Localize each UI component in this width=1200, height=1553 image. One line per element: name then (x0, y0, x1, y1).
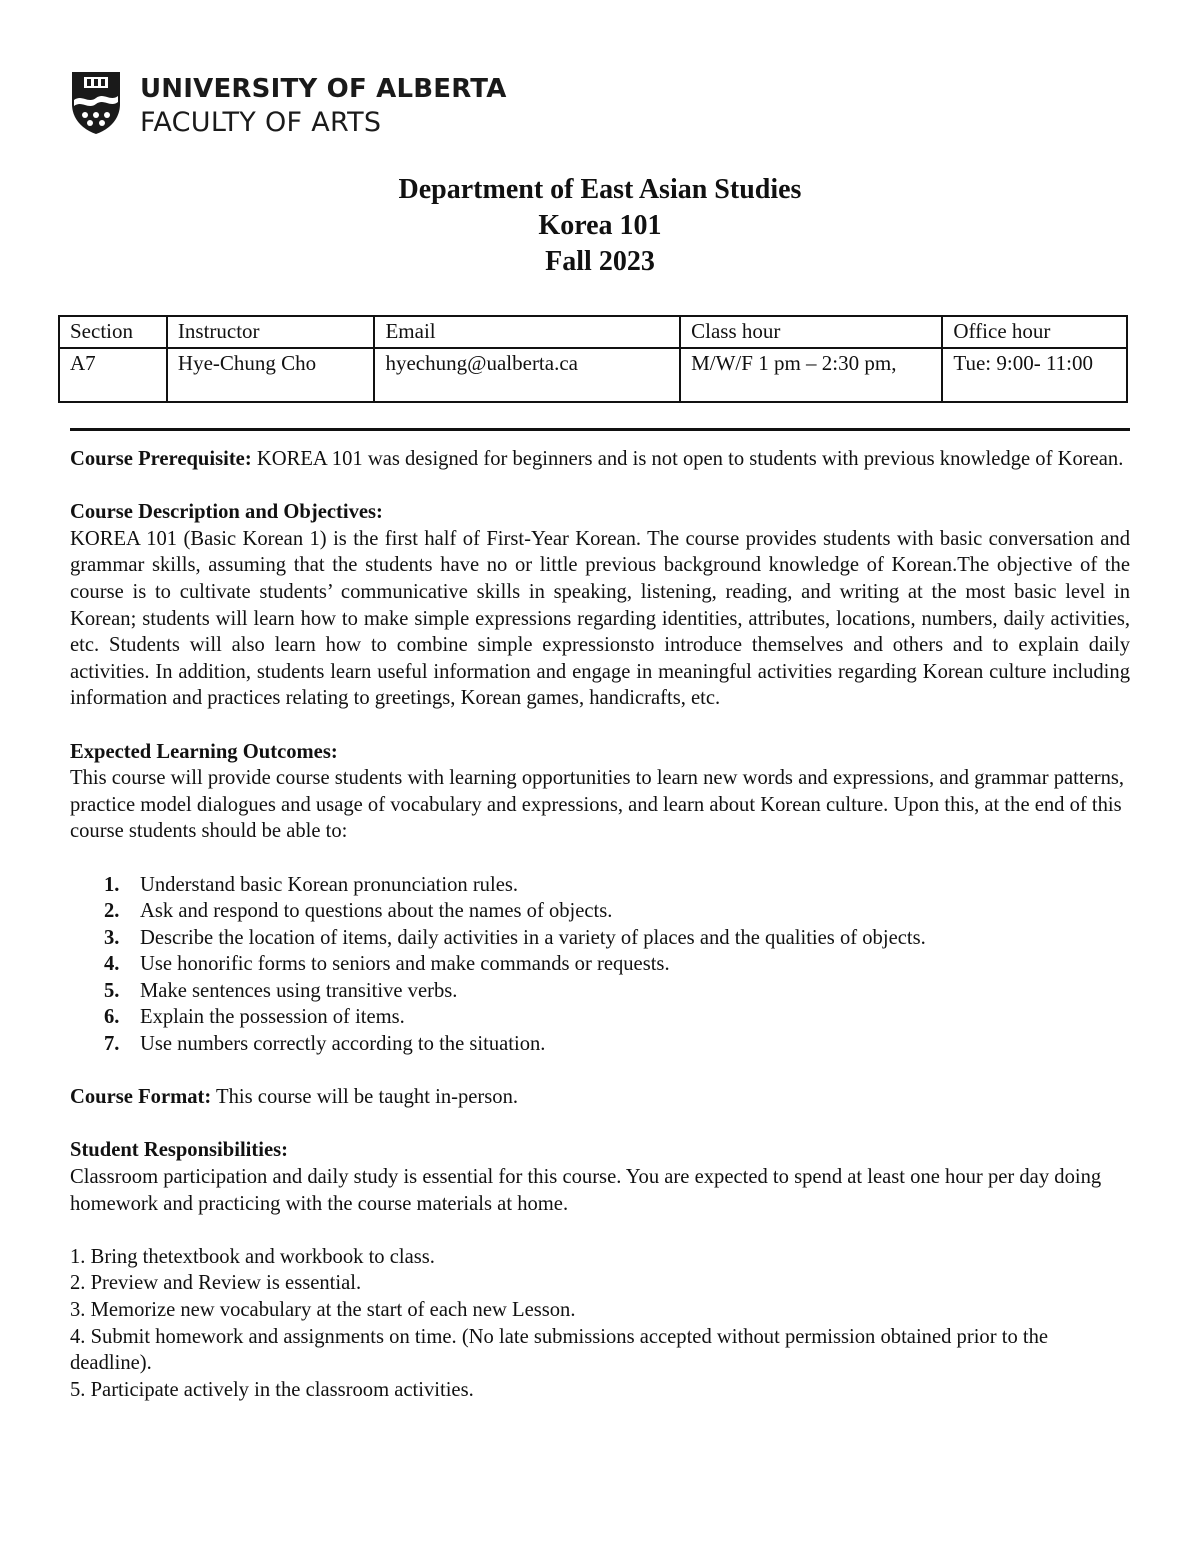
table-header-row (59, 316, 1127, 348)
list-item-number: 3. (104, 926, 120, 949)
list-item-number: 2. (104, 900, 120, 923)
list-item-text: Describe the location of items, daily activities in a variety of places and the qualities of objects. (140, 926, 926, 949)
list-item-number: 5. (104, 979, 120, 1002)
department-title: Department of East Asian Studies (398, 174, 802, 205)
list-item (70, 925, 1130, 952)
prerequisite-label: Course Prerequisite: (70, 448, 252, 470)
list-item: 4. Submit homework and assignments on time. (No late submissions accepted without permission obtained prior to the deadline). (70, 1325, 1049, 1375)
header-cell-email: Email (374, 316, 680, 348)
list-item-text: Use numbers correctly according to the situation. (140, 1033, 546, 1056)
responsibilities-heading: Student Responsibilities: (70, 1139, 288, 1162)
list-item (70, 1004, 1130, 1031)
header-cell-section: Section (59, 316, 167, 348)
list-item-number: 4. (104, 953, 120, 976)
cell-email: hyechung@ualberta.ca (374, 348, 680, 402)
list-item-text: Use honorific forms to seniors and make commands or requests. (140, 953, 670, 976)
list-item (70, 1031, 1130, 1058)
logo-faculty-name: FACULTY OF ARTS (140, 107, 382, 138)
header-cell-office-hour: Office hour (942, 316, 1127, 348)
format-label: Course Format: (70, 1086, 212, 1109)
outcomes-heading: Expected Learning Outcomes: (70, 740, 338, 763)
responsibilities-intro: Classroom participation and daily study is essential for this course. You are expected to spend at least one hour per day doing homework and practicing with the course materials at home. (70, 1166, 1102, 1215)
syllabus-body (70, 446, 1130, 1403)
prerequisite-paragraph (70, 446, 1130, 473)
cell-section: A7 (59, 348, 167, 402)
university-logo (70, 70, 510, 140)
list-item-text: Understand basic Korean pronunciation rules. (140, 873, 519, 896)
format-paragraph (70, 1084, 1130, 1111)
list-item (70, 978, 1130, 1005)
logo-university-name: UNIVERSITY OF ALBERTA (140, 74, 507, 104)
list-item (70, 951, 1130, 978)
outcomes-list (70, 872, 1130, 1058)
cell-instructor: Hye-Chung Cho (167, 348, 375, 402)
list-item: 2. Preview and Review is essential. (70, 1272, 362, 1295)
list-item-text: Explain the possession of items. (140, 1006, 405, 1029)
course-info-table (58, 315, 1128, 403)
table-row (59, 348, 1127, 402)
course-title: Korea 101 (538, 210, 662, 241)
list-item: 3. Memorize new vocabulary at the start of each new Lesson. (70, 1299, 576, 1321)
format-text: This course will be taught in-person. (211, 1086, 519, 1109)
list-item-text: Make sentences using transitive verbs. (140, 979, 458, 1002)
list-item-text: Ask and respond to questions about the names of objects. (140, 900, 613, 923)
description-heading: Course Description and Objectives: (70, 501, 383, 524)
list-item: 1. Bring thetextbook and workbook to class. (70, 1245, 435, 1268)
list-item (70, 872, 1130, 899)
term-title: Fall 2023 (545, 246, 655, 277)
cell-class-hour: M/W/F 1 pm – 2:30 pm, (680, 348, 942, 402)
header-cell-instructor: Instructor (167, 316, 375, 348)
list-item-number: 6. (104, 1006, 120, 1029)
list-item: 5. Participate actively in the classroom activities. (70, 1378, 474, 1401)
list-item (70, 898, 1130, 925)
university-shield-icon (70, 70, 122, 136)
outcomes-intro: This course will provide course students with learning opportunities to learn new words and expressions, and grammar patterns, practice model dialogues and usage of vocabulary and expressions, and learn about Korean culture. Upon this, at the end of this course students should be able to: (70, 767, 1125, 843)
header-cell-class-hour: Class hour (680, 316, 942, 348)
list-item-number: 1. (104, 873, 120, 896)
horizontal-rule (70, 428, 1130, 431)
prerequisite-text: KOREA 101 was designed for beginners and is not open to students with previous knowledge of Korean. (251, 448, 1124, 470)
cell-office-hour: Tue: 9:00- 11:00 (942, 348, 1127, 402)
list-item-number: 7. (104, 1033, 120, 1056)
document-header (0, 172, 1200, 280)
description-text: KOREA 101 (Basic Korean 1) is the first half of First-Year Korean. The course provides students with basic conversation and grammar skills, assuming that the students have no or little previous background knowledge of Korean.The objective of the course is to cultivate students’ communicative skills in speaking, listening, reading, and writing at the most basic level in Korean; students will learn how to make simple expressions regarding identities, attributes, locations, numbers, daily activities, etc. Students will also learn how to combine simple expressionsto introduce themselves and others and to explain daily activities. In addition, students learn useful information and engage in meaningful activities regarding Korean culture including information and practices relating to greetings, Korean games, handicrafts, etc. (70, 527, 1130, 710)
